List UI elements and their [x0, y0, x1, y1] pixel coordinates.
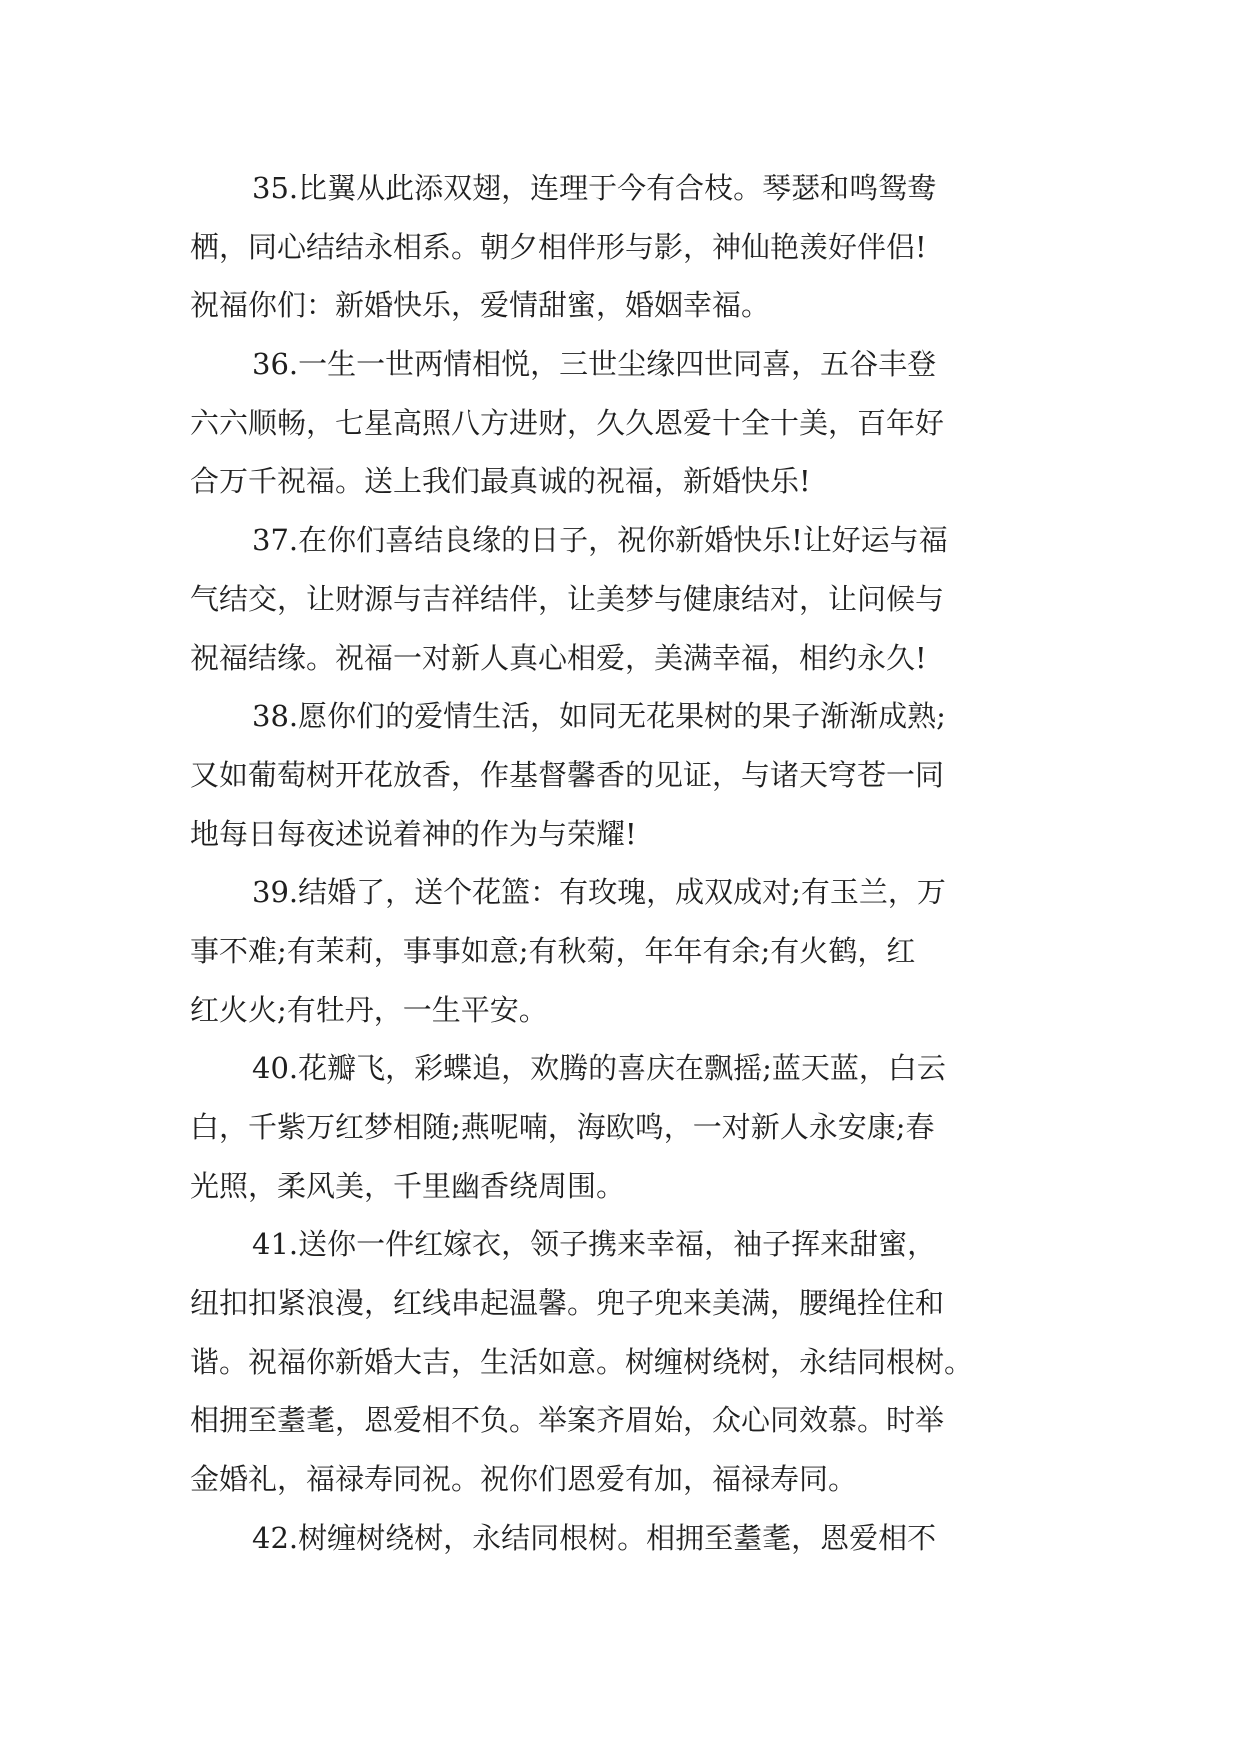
text-line: 40.花瓣飞，彩蝶追，欢腾的喜庆在飘摇;蓝天蓝，白云 — [252, 1051, 946, 1086]
paragraph-36 — [190, 335, 1070, 511]
text-line: 纽扣扣紧浪漫，红线串起温馨。兜子兜来美满，腰绳拴住和 — [190, 1286, 945, 1321]
paragraph-38 — [190, 687, 1070, 863]
text-line: 35.比翼从此添双翅，连理于今有合枝。琴瑟和鸣鸳鸯 — [252, 171, 937, 205]
text-line: 42.树缠树绕树，永结同根树。相拥至耋耄，恩爱相不 — [252, 1520, 937, 1555]
paragraph-39 — [190, 863, 1070, 1039]
text-line: 白，千紫万红梦相随;燕呢喃，海欧鸣，一对新人永安康;春 — [190, 1110, 935, 1144]
text-line: 红火火;有牡丹，一生平安。 — [190, 992, 548, 1027]
text-line: 37.在你们喜结良缘的日子，祝你新婚快乐!让好运与福 — [252, 523, 948, 558]
text-line: 36.一生一世两情相悦，三世尘缘四世同喜，五谷丰登 — [252, 347, 937, 382]
paragraph-35 — [190, 159, 1070, 335]
text-line: 光照，柔风美，千里幽香绕周围。 — [190, 1168, 626, 1203]
text-line: 又如葡萄树开花放香，作基督馨香的见证，与诸天穹苍一同 — [190, 757, 945, 792]
text-line: 六六顺畅，七星高照八方进财，久久恩爱十全十美，百年好 — [190, 405, 945, 440]
text-line: 相拥至耋耄，恩爱相不负。举案齐眉始，众心同效慕。时举 — [190, 1403, 945, 1438]
text-line: 合万千祝福。送上我们最真诚的祝福，新婚快乐! — [190, 464, 811, 499]
text-line: 39.结婚了，送个花篮：有玫瑰，成双成对;有玉兰，万 — [252, 875, 946, 910]
text-line: 地每日每夜述说着神的作为与荣耀! — [190, 816, 637, 851]
text-line: 气结交，让财源与吉祥结伴，让美梦与健康结对，让问候与 — [190, 581, 945, 616]
text-line: 祝福结缘。祝福一对新人真心相爱，美满幸福，相约永久! — [190, 640, 927, 675]
text-line: 谐。祝福你新婚大吉，生活如意。树缠树绕树，永结同根树。 — [190, 1344, 974, 1379]
text-line: 41.送你一件红嫁衣，领子携来幸福，袖子挥来甜蜜， — [252, 1227, 937, 1262]
paragraph-41 — [190, 1215, 1070, 1508]
text-line: 事不难;有茉莉，事事如意;有秋菊，年年有余;有火鹤，红 — [190, 933, 916, 968]
text-line: 栖，同心结结永相系。朝夕相伴形与影，神仙艳羡好伴侣! — [190, 229, 927, 264]
text-line: 金婚礼，福禄寿同祝。祝你们恩爱有加，福禄寿同。 — [190, 1462, 858, 1497]
text-line: 38.愿你们的爱情生活，如同无花果树的果子渐渐成熟; — [252, 699, 946, 734]
paragraph-37 — [190, 511, 1070, 687]
document-body — [190, 159, 1070, 1568]
text-line: 祝福你们：新婚快乐，爱情甜蜜，婚姻幸福。 — [190, 288, 771, 323]
paragraph-42 — [190, 1509, 1070, 1568]
paragraph-40 — [190, 1039, 1070, 1215]
